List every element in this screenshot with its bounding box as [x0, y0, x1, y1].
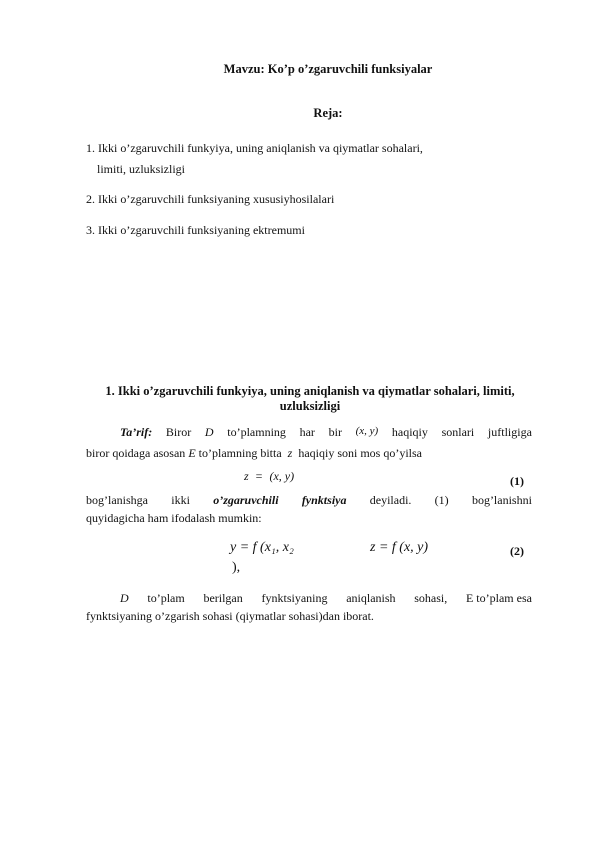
word: Biror [165, 425, 192, 439]
formula-1 [244, 469, 294, 484]
plan-item-1: 1. Ikki o’zgaruvchili funkyiya, uning aniqlanish va qiymatlar sohalari, [86, 141, 423, 155]
formula-rhs: (x, y) [269, 469, 295, 483]
word: to’plamning [227, 425, 286, 439]
term-bold: fynktsiya [301, 493, 347, 507]
formula-eq: = [255, 469, 263, 483]
var-z: z [287, 446, 293, 460]
word: bog’lanishni [471, 493, 532, 507]
word: berilgan [203, 591, 243, 605]
plan-item-1-cont: limiti, uzluksizligi [97, 162, 185, 176]
formula-lhs: z [244, 469, 249, 483]
formula-2b: z = f (x, y) [370, 540, 429, 555]
word: aniqlanish [346, 591, 396, 605]
word: bog’lanishga [86, 493, 148, 507]
word: fynktsiyaning [261, 591, 328, 605]
formula-2-number: (2) [510, 544, 524, 558]
definition-line-4: quyidagicha ham ifodalash mumkin: [86, 511, 262, 525]
term-bold: o’zgaruvchili [213, 493, 279, 507]
formula-1-number: (1) [510, 474, 524, 488]
set-e: E [188, 446, 196, 460]
text: to’plamning bitta [198, 446, 282, 460]
word: sohasi, [414, 591, 448, 605]
pair-xy: (x, y) [355, 425, 379, 437]
word: ikki [171, 493, 190, 507]
formula-2a-end: ), [232, 560, 241, 575]
word: deyiladi. [369, 493, 412, 507]
word: juftligiga [487, 425, 532, 439]
formula-2a: y = f (x₁, x₂ [230, 540, 294, 555]
text: biror qoidaga asosan [86, 446, 186, 460]
word: har [299, 425, 315, 439]
domain-line-1 [120, 591, 532, 606]
plan-item-2: 2. Ikki o’zgaruvchili funksiyaning xususiyhosilalari [86, 192, 335, 206]
word: sonlari [441, 425, 475, 439]
word: to’plam [147, 591, 185, 605]
section-title: 1. Ikki o’zgaruvchili funkyiya, uning aniqlanish va qiymatlar sohalari, limiti, uzluksizligi [105, 384, 515, 413]
definition-label: Ta’rif: [120, 425, 153, 439]
word: bir [328, 425, 342, 439]
plan-heading: Reja: [313, 106, 343, 120]
plan-item-3: 3. Ikki o’zgaruvchili funksiyaning ektremumi [86, 223, 305, 237]
set-d: D [204, 425, 214, 439]
word: haqiqiy [391, 425, 428, 439]
definition-line-3 [86, 493, 532, 508]
page-title: Mavzu: Ko’p o’zgaruvchili funksiyalar [223, 62, 433, 76]
definition-line-1 [120, 425, 532, 440]
text: haqiqiy soni mos qo’yilsa [298, 446, 422, 460]
definition-line-2 [86, 446, 422, 461]
domain-line-2: fynktsiyaning o’zgarish sohasi (qiymatlar sohasi)dan iborat. [86, 609, 374, 623]
word: (1) [434, 493, 449, 507]
word: E to’plam esa [465, 591, 532, 605]
set-d: D [120, 591, 129, 605]
